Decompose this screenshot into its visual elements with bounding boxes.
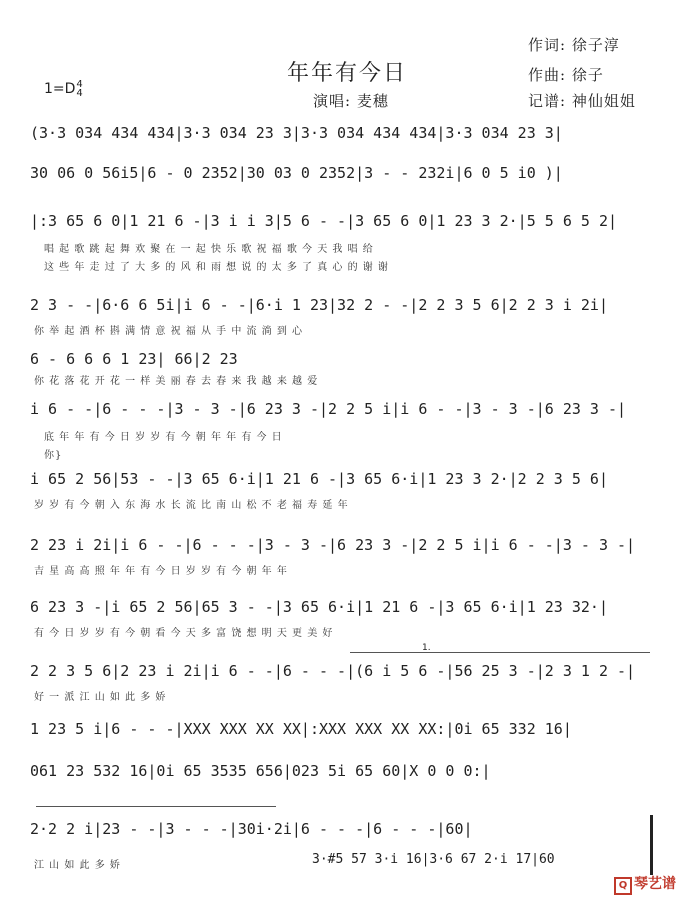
song-title: 年年有今日	[287, 61, 408, 86]
lyric-line-10: 好 一 派 江 山 如 此 多 娇	[34, 692, 167, 703]
composer: 作曲: 徐子	[528, 66, 604, 84]
staff-line-10: 2 2 3 5 6|2 23 i 2i|i 6 - -|6 - - -|(6 i 5 6 -|56 25 3 -|2 3 1 2 -|	[30, 662, 636, 680]
staff-line-14: 3·#5 57 3·i 16|3·6 67 2·i 17|60	[312, 852, 555, 867]
lyric-line-6a: 底 年 年 有 今 日 岁 岁 有 今 朝 年 年 有 今 日	[44, 432, 283, 443]
lyric-line-3a: 唱 起 歌 跳 起 舞 欢 聚 在 一 起 快 乐 歌 祝 福 歌 今 天 我 唱 给	[44, 244, 374, 255]
volta-label: 1.	[422, 643, 431, 653]
staff-line-4: 2 3 - -|6·6 6 5i|i 6 - -|6·i 1 23|32 2 - -|2 2 3 5 6|2 2 3 i 2i|	[30, 296, 608, 314]
lyric-line-13: 江 山 如 此 多 娇	[34, 860, 121, 871]
key-label: 1=D	[44, 81, 76, 97]
time-top: 4	[76, 79, 83, 90]
slur-line	[36, 806, 276, 807]
logo	[614, 873, 676, 895]
logo-mark: Q	[614, 877, 632, 895]
staff-line-2: 30 06 0 56i5|6 - 0 2352|30 03 0 2352|3 - - 232i|6 0 5 i0 )|	[30, 164, 563, 182]
lyric-line-4: 你 举 起 酒 杯 斟 满 情 意 祝 福 从 手 中 流 淌 到 心	[34, 326, 304, 337]
lyric-line-8: 吉 星 高 高 照 年 年 有 今 日 岁 岁 有 今 朝 年 年	[34, 566, 288, 577]
staff-line-5: 6 - 6 6 6 1 23| 66|2 23	[30, 350, 238, 368]
staff-line-7: i 65 2 56|53 - -|3 65 6·i|1 21 6 -|3 65 6·i|1 23 3 2·|2 2 3 5 6|	[30, 470, 608, 488]
staff-line-9: 6 23 3 -|i 65 2 56|65 3 - -|3 65 6·i|1 21 6 -|3 65 6·i|1 23 32·|	[30, 598, 608, 616]
final-barline	[650, 815, 653, 875]
lyric-line-7: 岁 岁 有 今 朝 入 东 海 水 长 流 比 南 山 松 不 老 福 寿 延 年	[34, 500, 349, 511]
staff-line-8: 2 23 i 2i|i 6 - -|6 - - -|3 - 3 -|6 23 3 -|2 2 5 i|i 6 - -|3 - 3 -|	[30, 536, 636, 554]
staff-line-3: |:3 65 6 0|1 21 6 -|3 i i 3|5 6 - -|3 65 6 0|1 23 3 2·|5 5 6 5 2|	[30, 212, 617, 230]
staff-line-11: 1 23 5 i|6 - - -|XXX XXX XX XX|:XXX XXX XX XX:|0i 65 332 16|	[30, 720, 572, 738]
lyric-line-9: 有 今 日 岁 岁 有 今 朝 看 今 天 多 富 饶 想 明 天 更 美 好	[34, 628, 334, 639]
lyric-line-5: 你 花 落 花 开 花 一 样 美 丽 春 去 春 来 我 越 来 越 爱	[34, 376, 319, 387]
staff-line-13: 2·2 2 i|23 - -|3 - - -|30i·2i|6 - - -|6 - - -|60|	[30, 820, 473, 838]
lyric-line-3b: 这 些 年 走 过 了 大 多 的 风 和 雨 想 说 的 太 多 了 真 心 的 谢 谢	[44, 262, 389, 273]
time-signature	[76, 80, 82, 98]
time-bottom: 4	[76, 88, 83, 99]
staff-line-6: i 6 - -|6 - - -|3 - 3 -|6 23 3 -|2 2 5 i|i 6 - -|3 - 3 -|6 23 3 -|	[30, 400, 627, 418]
staff-line-1: (3·3 034 434 434|3·3 034 23 3|3·3 034 434 434|3·3 034 23 3|	[30, 124, 563, 142]
lyric-line-6b: 你}	[44, 450, 63, 461]
lyricist: 作词: 徐子淳	[528, 36, 620, 54]
volta-bracket	[350, 652, 650, 653]
key-signature	[44, 80, 83, 98]
singer: 演唱: 麦穗	[313, 92, 389, 110]
staff-line-12: 061 23 532 16|0i 65 3535 656|023 5i 65 60|X 0 0 0:|	[30, 762, 491, 780]
transcriber: 记谱: 神仙姐姐	[528, 92, 636, 110]
logo-text: 琴艺谱	[634, 876, 676, 892]
